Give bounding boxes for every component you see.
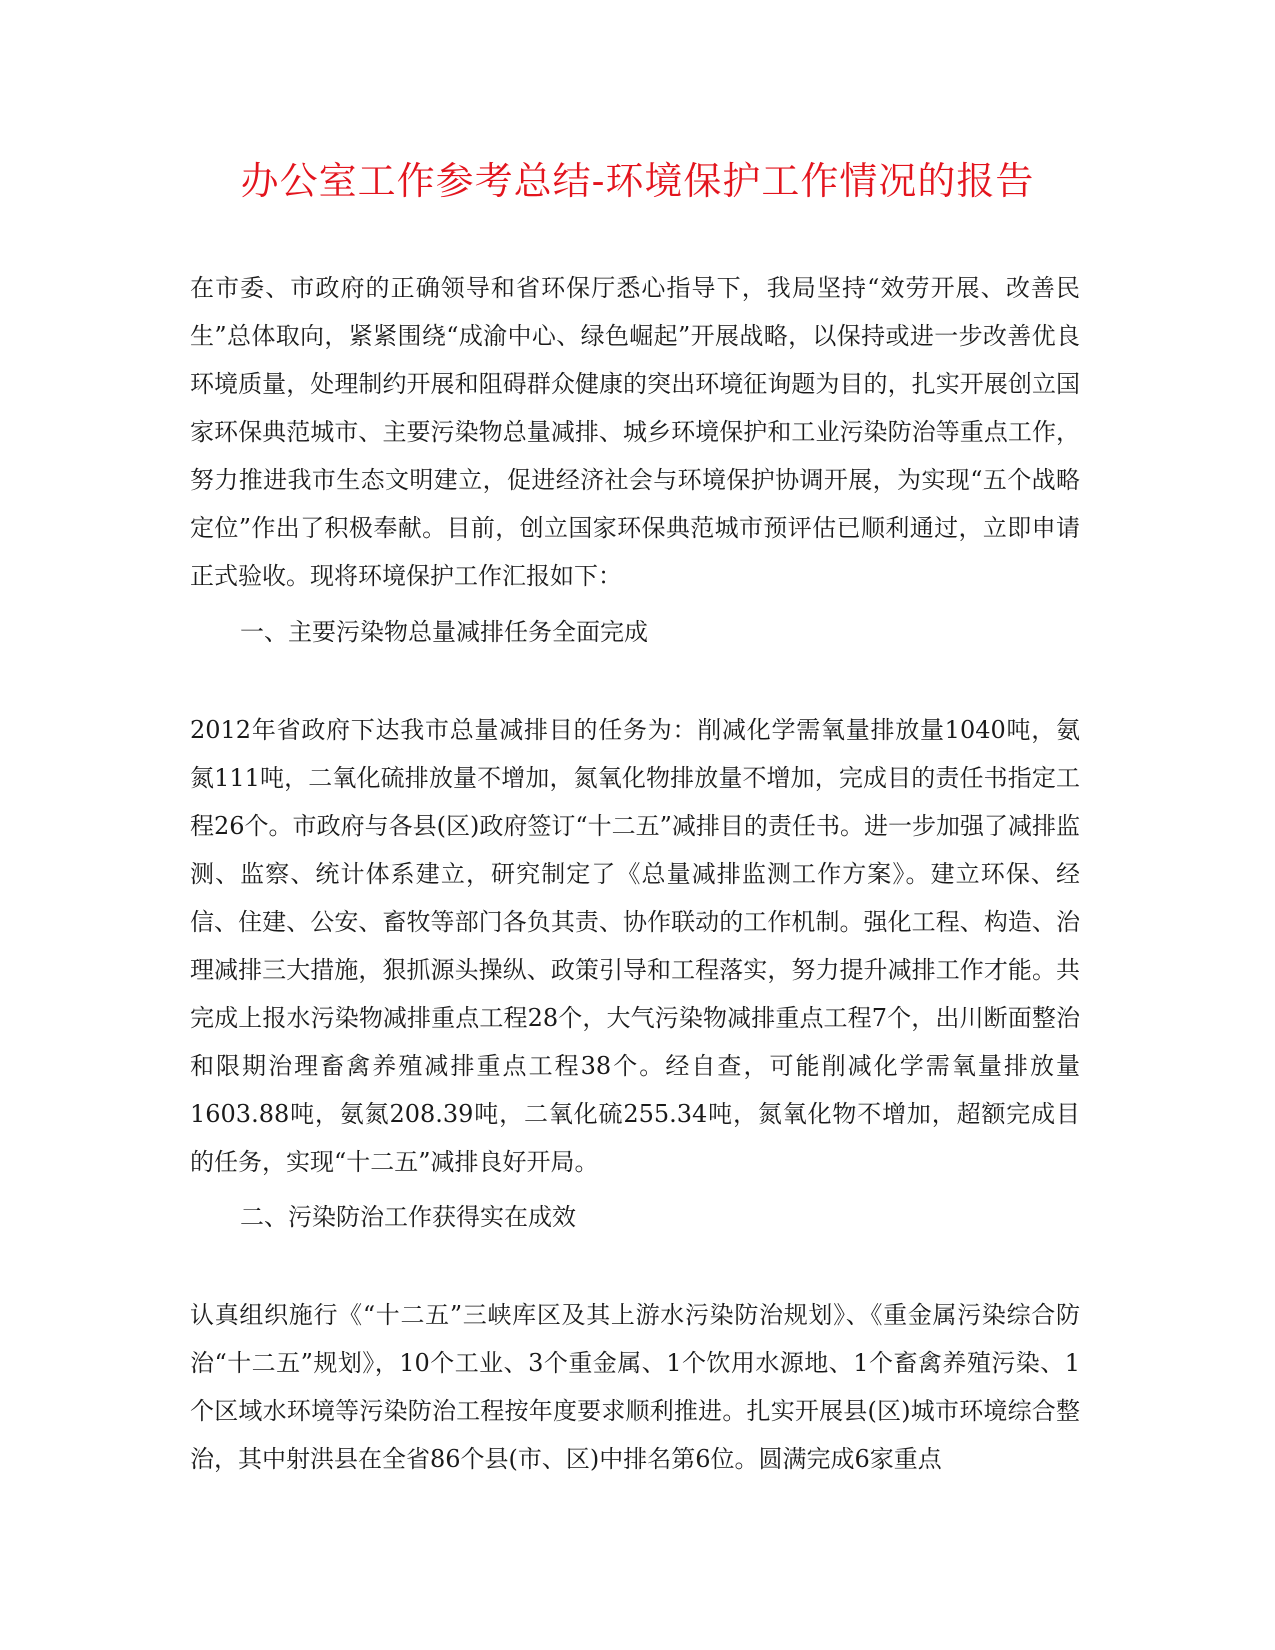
document-title: 办公室工作参考总结-环境保护工作情况的报告 [240, 159, 1035, 203]
section-heading-1: 一、主要污染物总量减排任务全面完成 [240, 618, 648, 646]
intro-paragraph: 在市委、市政府的正确领导和省环保厅悉心指导下，我局坚持“效劳开展、改善民生”总体取向，紧紧围绕“成渝中心、绿色崛起”开展战略，以保持或进一步改善优良环境质量，处理制约开展和阻碍群众健康的突出环境征询题为目的，扎实开展创立国家环保典范城市、主要污染物总量减排、城乡环境保护和工业污染防治等重点工作，努力推进我市生态文明建立，促进经济社会与环境保护协调开展，为实现“五个战略定位”作出了积极奉献。目前，创立国家环保典范城市预评估已顺利通过，立即申请正式验收。现将环境保护工作汇报如下： [190, 274, 1080, 590]
section-heading-2: 二、污染防治工作获得实在成效 [240, 1203, 576, 1231]
section-1-paragraph: 2012年省政府下达我市总量减排目的任务为：削减化学需氧量排放量1040吨，氨氮111吨，二氧化硫排放量不增加，氮氧化物排放量不增加，完成目的责任书指定工程26个。市政府与各县(区)政府签订“十二五”减排目的责任书。进一步加强了减排监测、监察、统计体系建立，研究制定了《总量减排监测工作方案》。建立环保、经信、住建、公安、畜牧等部门各负其责、协作联动的工作机制。强化工程、构造、治理减排三大措施，狠抓源头操纵、政策引导和工程落实，努力提升减排工作才能。共完成上报水污染物减排重点工程28个，大气污染物减排重点工程7个，出川断面整治和限期治理畜禽养殖减排重点工程38个。经自查，可能削减化学需氧量排放量1603.88吨，氨氮208.39吨，二氧化硫255.34吨，氮氧化物不增加，超额完成目的任务，实现“十二五”减排良好开局。 [190, 716, 1080, 1176]
section-2-paragraph: 认真组织施行《“十二五”三峡库区及其上游水污染防治规划》、《重金属污染综合防治“十二五”规划》，10个工业、3个重金属、1个饮用水源地、1个畜禽养殖污染、1个区域水环境等污染防治工程按年度要求顺利推进。扎实开展县(区)城市环境综合整治，其中射洪县在全省86个县(市、区)中排名第6位。圆满完成6家重点 [190, 1301, 1080, 1473]
